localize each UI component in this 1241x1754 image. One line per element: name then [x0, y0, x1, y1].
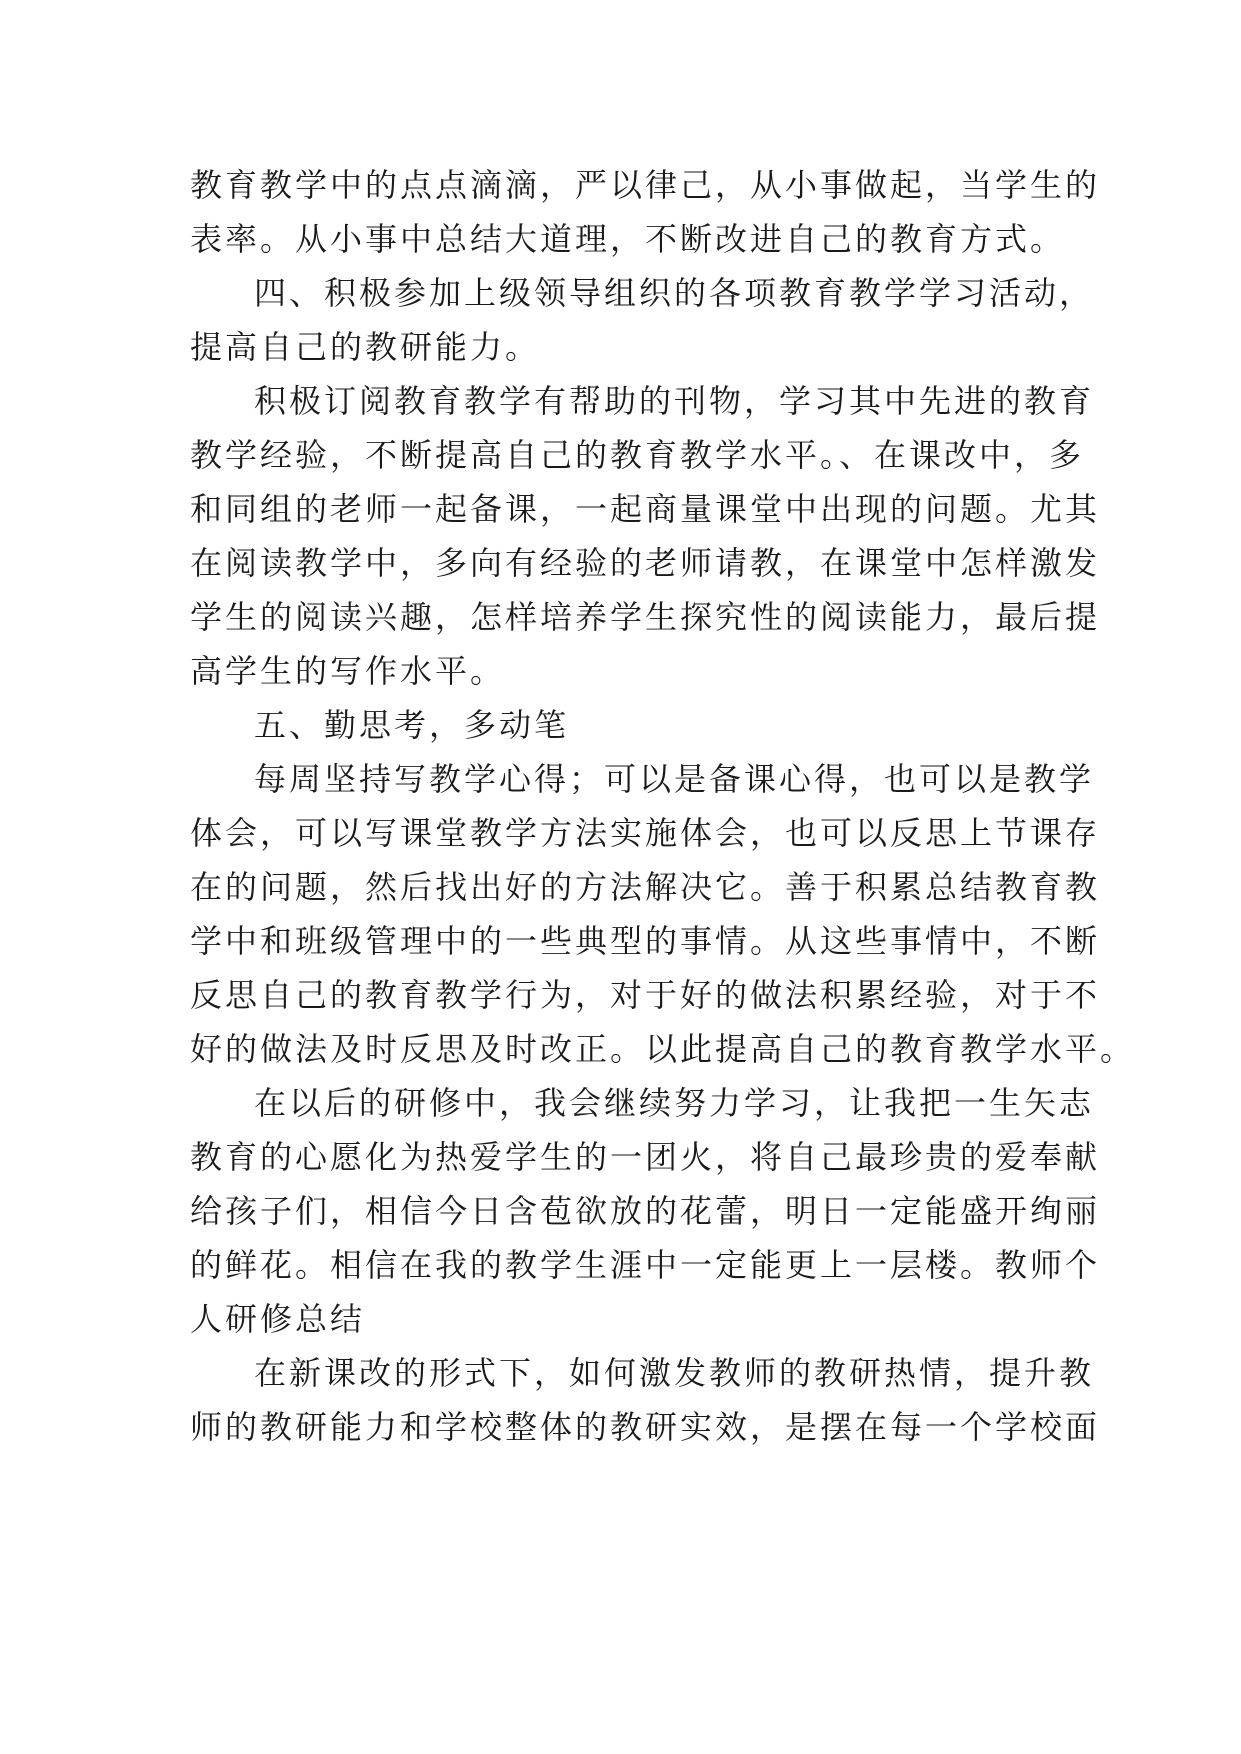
text-line: 和同组的老师一起备课，一起商量课堂中出现的问题。尤其	[190, 490, 1101, 528]
text-line: 好的做法及时反思及时改正。以此提高自己的教育教学水平。	[190, 1030, 1136, 1068]
text-line: 给孩子们，相信今日含苞欲放的花蕾，明日一定能盛开绚丽	[190, 1192, 1101, 1230]
section-heading: 提高自己的教研能力。	[190, 328, 541, 366]
section-heading: 四、积极参加上级领导组织的各项教育教学学习活动，	[254, 274, 1095, 312]
text-line: 反思自己的教育教学行为，对于好的做法积累经验，对于不	[190, 976, 1101, 1014]
text-line: 表率。从小事中总结大道理，不断改进自己的教育方式。	[190, 220, 1066, 258]
text-line: 在的问题，然后找出好的方法解决它。善于积累总结教育教	[190, 868, 1101, 906]
text-line: 师的教研能力和学校整体的教研实效，是摆在每一个学校面	[190, 1408, 1101, 1446]
text-line: 学生的阅读兴趣，怎样培养学生探究性的阅读能力，最后提	[190, 598, 1101, 636]
text-line: 教学经验，不断提高自己的教育教学水平。、在课改中，多	[190, 436, 1085, 474]
text-line: 的鲜花。相信在我的教学生涯中一定能更上一层楼。教师个	[190, 1246, 1101, 1284]
document-body	[190, 158, 1136, 1454]
text-line: 教育教学中的点点滴滴，严以律己，从小事做起，当学生的	[190, 166, 1101, 204]
text-line: 教育的心愿化为热爱学生的一团火，将自己最珍贵的爱奉献	[190, 1138, 1101, 1176]
text-line: 体会，可以写课堂教学方法实施体会，也可以反思上节课存	[190, 814, 1101, 852]
section-heading: 五、勤思考，多动笔	[254, 706, 570, 744]
text-line: 积极订阅教育教学有帮助的刊物，学习其中先进的教育	[254, 382, 1095, 420]
text-line: 高学生的写作水平。	[190, 652, 506, 690]
text-line: 在阅读教学中，多向有经验的老师请教，在课堂中怎样激发	[190, 544, 1101, 582]
text-line: 人研修总结	[190, 1300, 366, 1338]
text-line: 在以后的研修中，我会继续努力学习，让我把一生矢志	[254, 1084, 1095, 1122]
text-line: 学中和班级管理中的一些典型的事情。从这些事情中，不断	[190, 922, 1101, 960]
text-line: 在新课改的形式下，如何激发教师的教研热情，提升教	[254, 1354, 1095, 1392]
text-line: 每周坚持写教学心得；可以是备课心得，也可以是教学	[254, 760, 1095, 798]
